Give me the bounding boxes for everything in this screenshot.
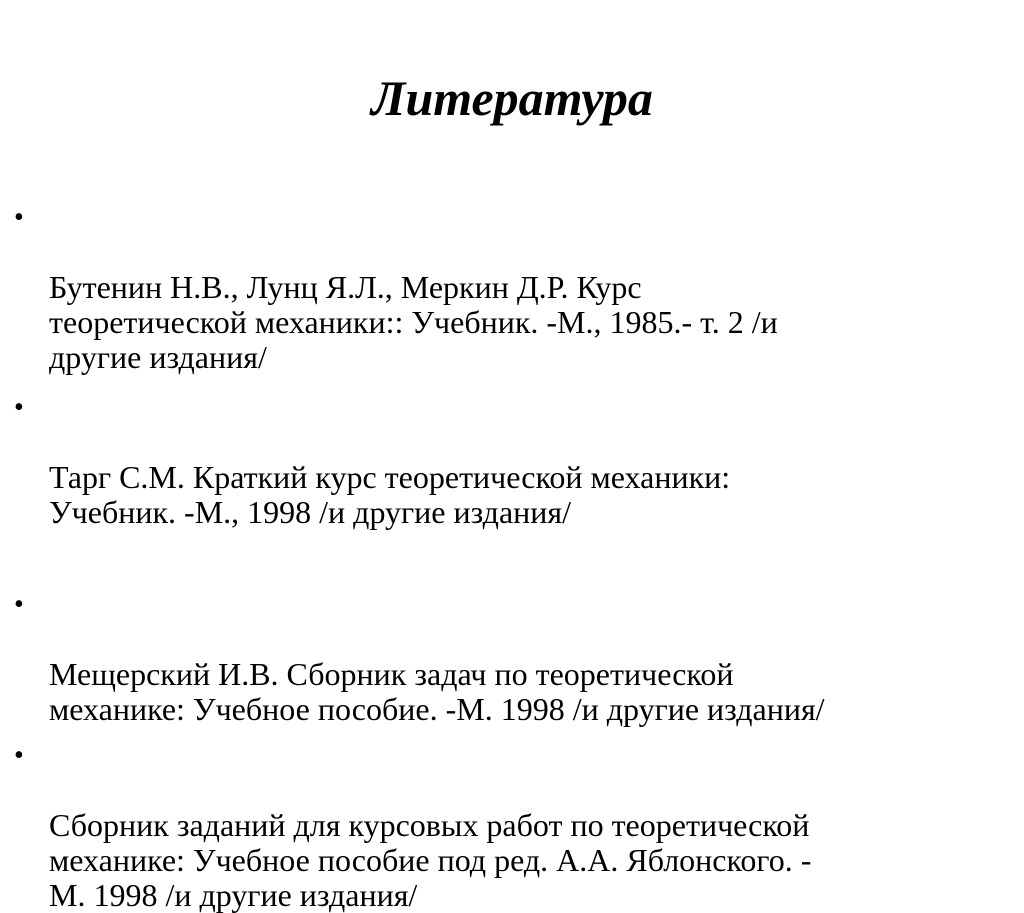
reference-item <box>0 738 1024 913</box>
reference-list <box>0 200 1024 913</box>
slide-title: Литература <box>371 70 653 126</box>
reference-text: Мещерский И.В. Сборник задач по теоретической механике: Учебное пособие. -М. 1998 /и другие издания/ <box>49 656 825 727</box>
reference-text: Тарг С.М. Краткий курс теоретической механики: Учебник. -М., 1998 /и другие издания/ <box>49 459 731 530</box>
bullet-icon: • <box>14 589 24 620</box>
reference-text: Сборник заданий для курсовых работ по теоретической механике: Учебное пособие под ред. А.А. Яблонского. - М. 1998 /и другие издания/ <box>49 807 812 913</box>
bullet-icon: • <box>14 392 24 423</box>
bullet-icon: • <box>14 202 24 233</box>
reference-text: Бутенин Н.В., Лунц Я.Л., Меркин Д.Р. Курс теоретической механики:: Учебник. -М., 1985.- т. 2 /и другие издания/ <box>49 269 778 375</box>
reference-item <box>0 200 1024 375</box>
bullet-icon: • <box>14 740 24 771</box>
reference-item <box>0 390 1024 530</box>
reference-item <box>0 587 1024 727</box>
